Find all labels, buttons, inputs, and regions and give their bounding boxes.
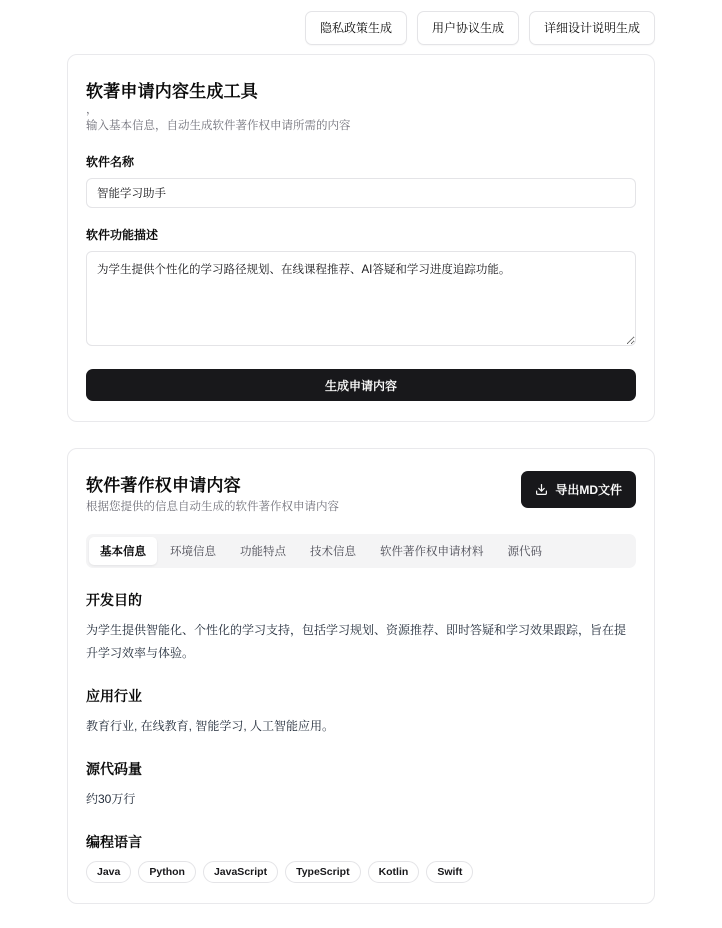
- section-application-industry: [86, 686, 636, 737]
- generator-form-card: [67, 54, 655, 422]
- language-chip: JavaScript: [203, 861, 278, 883]
- section-body: 教育行业, 在线教育, 智能学习, 人工智能应用。: [86, 718, 335, 733]
- tab-environment-info[interactable]: 环境信息: [159, 537, 227, 565]
- software-desc-field-group: [86, 226, 636, 351]
- language-chip: Swift: [426, 861, 473, 883]
- language-chip: Python: [138, 861, 196, 883]
- result-tabs: [86, 534, 636, 568]
- user-agreement-generate-button[interactable]: 用户协议生成: [417, 11, 519, 45]
- software-desc-label: 软件功能描述: [86, 228, 159, 243]
- privacy-policy-generate-button[interactable]: 隐私政策生成: [305, 11, 407, 45]
- tab-technical-info[interactable]: 技术信息: [299, 537, 367, 565]
- page-subtitle: 输入基本信息，自动生成软件著作权申请所需的内容: [86, 119, 351, 132]
- result-card-header: [86, 471, 636, 516]
- section-development-purpose: [86, 590, 636, 663]
- section-source-code-size: [86, 759, 636, 810]
- tab-copyright-materials[interactable]: 软件著作权申请材料: [369, 537, 495, 565]
- page-title: 软著申请内容生成工具: [86, 82, 258, 101]
- tab-basic-info[interactable]: 基本信息: [89, 537, 157, 565]
- result-card: [67, 448, 655, 904]
- detailed-design-doc-generate-button[interactable]: 详细设计说明生成: [529, 11, 655, 45]
- language-chip: TypeScript: [285, 861, 360, 883]
- language-chip-list: [86, 861, 636, 883]
- title-punctuation: ，: [86, 104, 98, 116]
- download-icon: [535, 483, 548, 496]
- software-name-label: 软件名称: [86, 155, 135, 170]
- section-title: 源代码量: [86, 760, 142, 777]
- software-name-field-group: [86, 153, 636, 208]
- export-md-label: 导出MD文件: [555, 483, 622, 498]
- tab-source-code[interactable]: 源代码: [497, 537, 554, 565]
- software-desc-textarea[interactable]: [86, 251, 636, 346]
- section-title: 应用行业: [86, 687, 142, 704]
- section-title: 开发目的: [86, 592, 142, 609]
- export-md-button[interactable]: [521, 471, 636, 508]
- top-action-bar: [0, 0, 722, 46]
- tab-features[interactable]: 功能特点: [229, 537, 297, 565]
- language-chip: Kotlin: [368, 861, 420, 883]
- result-title: 软件著作权申请内容: [86, 476, 241, 496]
- section-programming-languages: [86, 832, 636, 883]
- result-header-text: [86, 471, 339, 516]
- result-subtitle: 根据您提供的信息自动生成的软件著作权申请内容: [86, 501, 339, 514]
- software-name-input[interactable]: [86, 178, 636, 208]
- section-body: 为学生提供智能化、个性化的学习支持，包括学习规划、资源推荐、即时答疑和学习效果跟踪，旨在提升学习效率与体验。: [86, 623, 627, 660]
- section-title: 编程语言: [86, 834, 142, 851]
- section-body: 约30万行: [86, 791, 136, 806]
- language-chip: Java: [86, 861, 131, 883]
- generate-application-button[interactable]: 生成申请内容: [86, 369, 636, 401]
